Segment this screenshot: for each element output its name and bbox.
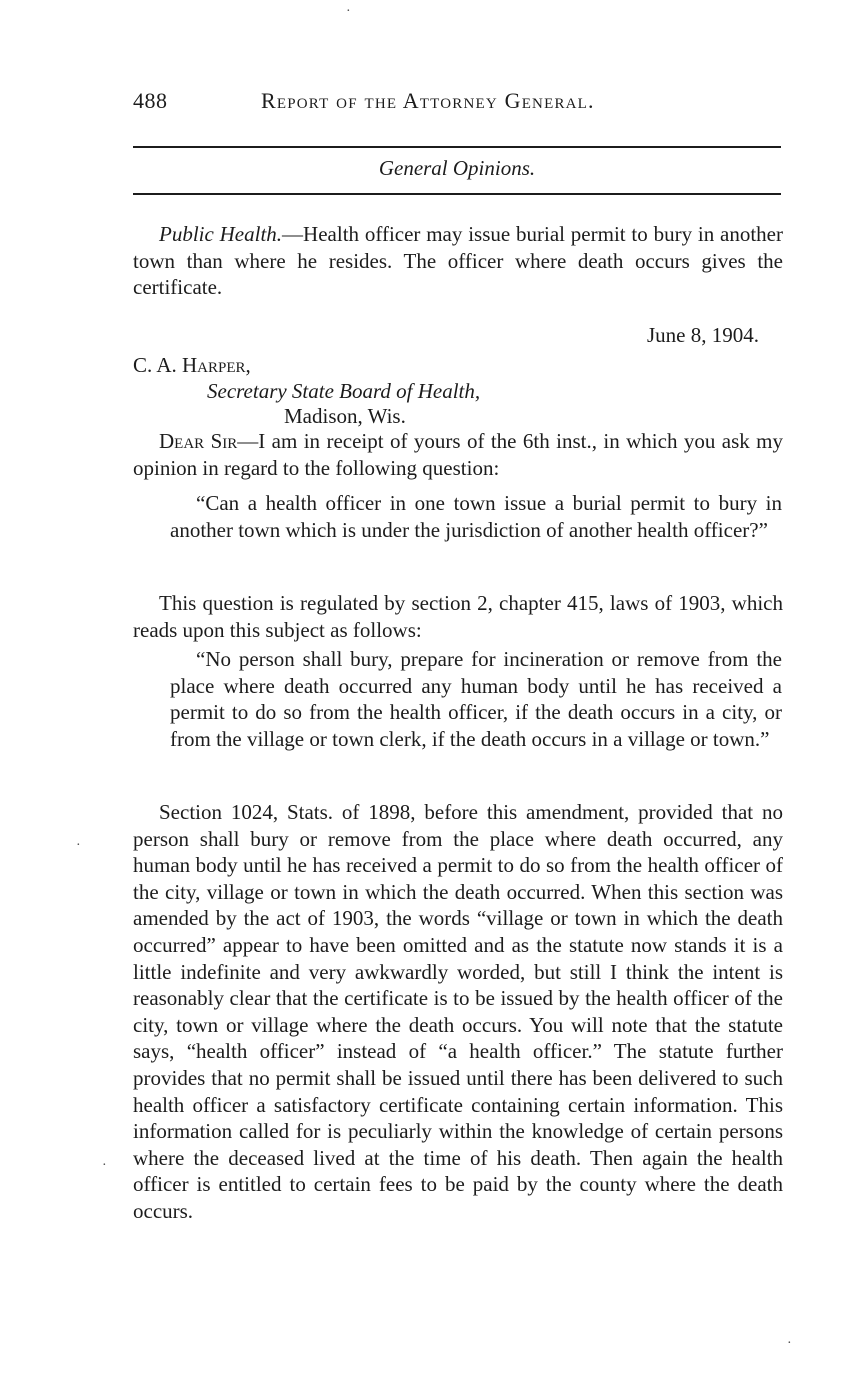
headnote-text: Health officer may issue burial permit to bury in another town than where he resides. The officer where death occurs gives the certificate. [133,222,783,300]
letter-date: June 8, 1904. [647,323,759,347]
scan-speck: · [787,1336,792,1351]
scan-speck: · [346,4,351,19]
headnote-dash: — [282,222,304,246]
analysis-paragraph: Section 1024, Stats. of 1898, before this amendment, provided that no person shall bury or remove from the place where death occurred, any human body until he has received a permit to do so from the health officer of the city, village or town in which the death occurred. When this section was amended by the act of 1903, the words “village or town in which the death occurred” appear to have been omitted and as the statute now stands it is a little indefinite and very awkwardly worded, but still I think the intent is reasonably clear that the certificate is to be issued by the health officer of the city, town or village where the death occurs. You will note that the statute says, “health officer” instead of “a health officer.” The statute further provides that no permit shall be issued until there has been delivered to such health officer a satisfactory certificate containing certain information. This information called for is peculiarly within the knowledge of certain persons where the deceased lived at the time of his death. Then again the health officer is entitled to certain fees to be paid by the county where the death occurs. [133,800,783,1223]
section-heading: General Opinions. [378,156,536,180]
recipient-name: C. A. Harper, [133,353,251,377]
salutation: Dear Sir [159,429,238,453]
recipient-title: Secretary State Board of Health, [207,379,481,403]
headnote [133,221,783,301]
letter-opening [133,428,783,481]
header-rule-top [133,146,781,148]
statute-quote: “No person shall bury, prepare for incineration or remove from the place where death occurred any human body until he has received a permit to do so from the health officer, if the death occurs in a city, or from the village or town clerk, if the death occurs in a village or town.” [170,647,782,751]
recipient-location: Madison, Wis. [284,404,406,428]
running-title: Report of the Attorney General. [261,88,595,113]
opening-text: —I am in receipt of yours of the 6th inst., in which you ask my opinion in regard to the following question: [133,429,783,480]
headnote-topic: Public Health. [159,222,283,246]
page-header [133,88,781,120]
scan-speck: · [102,1158,107,1173]
page-number: 488 [133,88,168,113]
statute-intro: This question is regulated by section 2, chapter 415, laws of 1903, which reads upon this subject as follows: [133,591,783,642]
scan-speck: · [76,838,81,853]
question-quote: “Can a health officer in one town issue a burial permit to bury in another town which is under the jurisdiction of another health officer?” [170,491,782,542]
header-rule-bottom [133,193,781,195]
